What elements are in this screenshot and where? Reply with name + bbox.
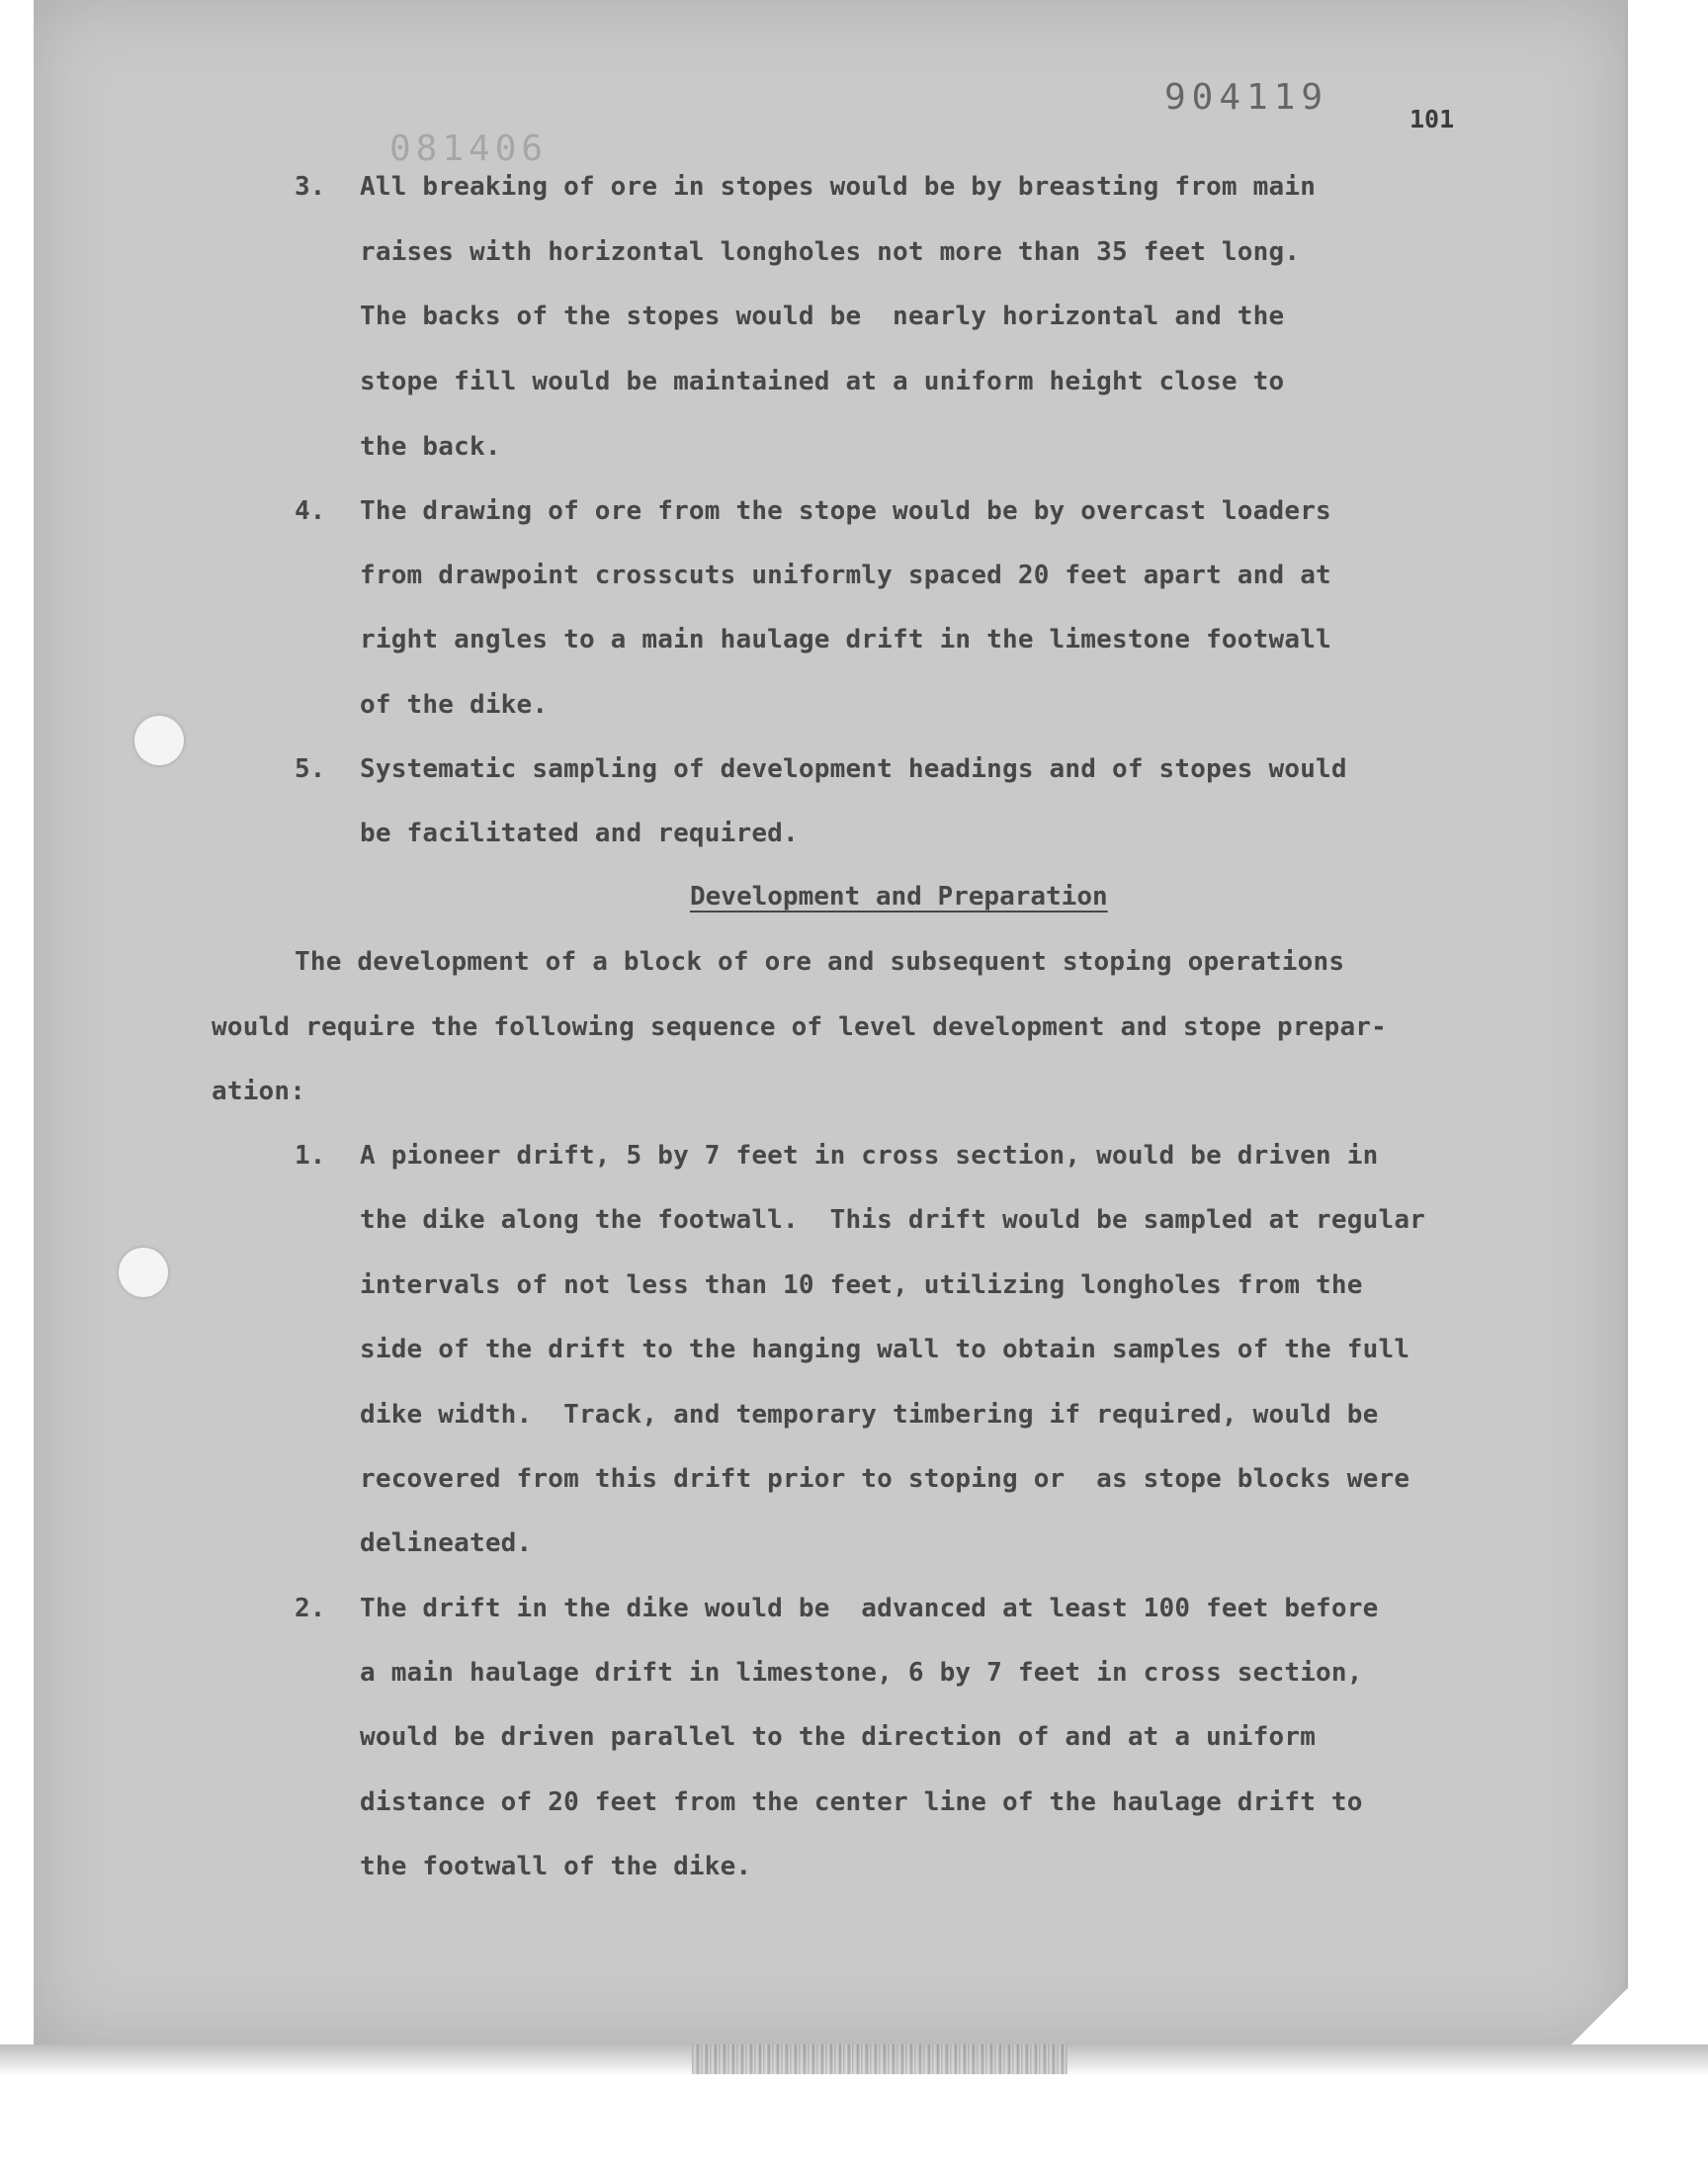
body-text-line: All breaking of ore in stopes would be by breasting from main bbox=[360, 172, 1317, 202]
body-text-line: intervals of not less than 10 feet, utilizing longholes from the bbox=[360, 1270, 1363, 1300]
body-text-line: The development of a block of ore and subsequent stoping operations bbox=[295, 947, 1345, 977]
body-text-line: The drift in the dike would be advanced at least 100 feet before bbox=[360, 1594, 1379, 1623]
body-text-line: A pioneer drift, 5 by 7 feet in cross section, would be driven in bbox=[360, 1141, 1379, 1171]
body-text-line: right angles to a main haulage drift in the limestone footwall bbox=[360, 625, 1331, 654]
body-text-line: the dike along the footwall. This drift would be sampled at regular bbox=[360, 1205, 1426, 1235]
scan-artifact bbox=[692, 2044, 1068, 2074]
page-number: 101 bbox=[1409, 105, 1455, 133]
body-text-line: the back. bbox=[360, 432, 501, 462]
punch-hole bbox=[134, 716, 184, 765]
body-text-line: dike width. Track, and temporary timbering if required, would be bbox=[360, 1400, 1379, 1430]
body-text-line: delineated. bbox=[360, 1528, 533, 1558]
body-text-line: would require the following sequence of level development and stope prepar- bbox=[212, 1012, 1387, 1042]
body-text-line: The drawing of ore from the stope would be by overcast loaders bbox=[360, 496, 1331, 526]
punch-hole bbox=[119, 1248, 168, 1297]
section-heading: Development and Preparation bbox=[690, 882, 1108, 912]
list-item-number: 3. bbox=[295, 172, 326, 202]
list-item-number: 5. bbox=[295, 754, 326, 784]
body-text-line: raises with horizontal longholes not more than 35 feet long. bbox=[360, 237, 1301, 267]
body-text-line: a main haulage drift in limestone, 6 by 7 feet in cross section, bbox=[360, 1658, 1363, 1688]
body-text-line: be facilitated and required. bbox=[360, 819, 799, 848]
list-item-number: 2. bbox=[295, 1594, 326, 1623]
body-text-line: would be driven parallel to the direction of and at a uniform bbox=[360, 1722, 1317, 1752]
body-text-line: distance of 20 feet from the center line of the haulage drift to bbox=[360, 1787, 1363, 1817]
body-text-line: of the dike. bbox=[360, 690, 549, 720]
list-item-number: 1. bbox=[295, 1141, 326, 1171]
body-text-line: side of the drift to the hanging wall to obtain samples of the full bbox=[360, 1335, 1410, 1364]
body-text-line: Systematic sampling of development headings and of stopes would bbox=[360, 754, 1347, 784]
list-item-number: 4. bbox=[295, 496, 326, 526]
body-text-line: stope fill would be maintained at a uniform height close to bbox=[360, 367, 1285, 396]
faint-document-number: 081406 bbox=[389, 129, 549, 169]
body-text-line: recovered from this drift prior to stoping or as stope blocks were bbox=[360, 1464, 1410, 1494]
body-text-line: ation: bbox=[212, 1077, 306, 1106]
body-text-line: from drawpoint crosscuts uniformly spaced 20 feet apart and at bbox=[360, 561, 1331, 590]
body-text-line: The backs of the stopes would be nearly horizontal and the bbox=[360, 302, 1285, 331]
stamped-document-number: 904119 bbox=[1164, 77, 1329, 118]
body-text-line: the footwall of the dike. bbox=[360, 1852, 752, 1881]
